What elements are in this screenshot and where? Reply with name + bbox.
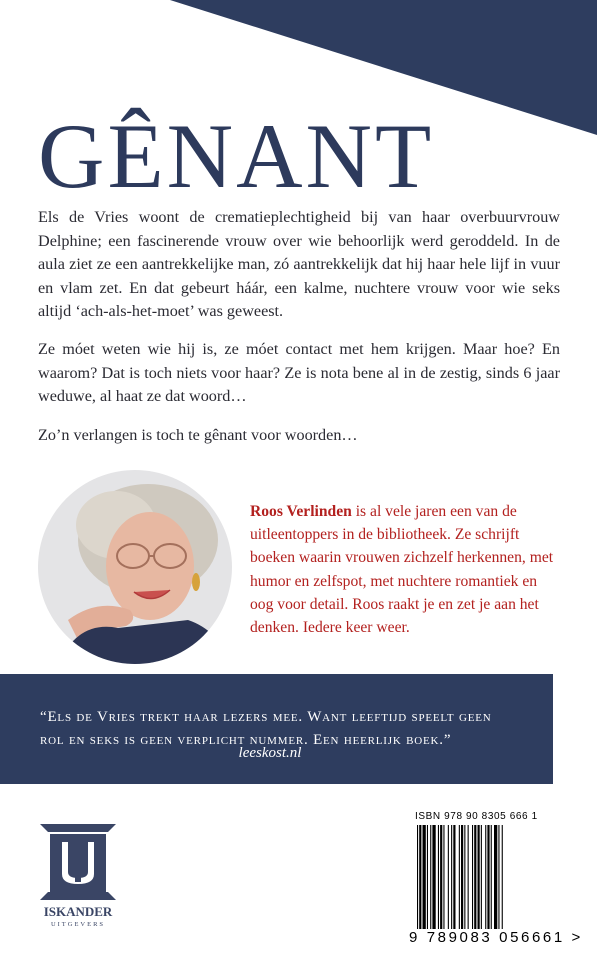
publisher-logo bbox=[38, 824, 118, 928]
author-bio bbox=[250, 500, 560, 639]
blurb-paragraph-2: Ze móet weten wie hij is, ze móet contact met hem krijgen. Maar hoe? En waarom? Dat is toch niets voor haar? Ze is nota bene al in de zestig, sinds 6 jaar weduwe, al haat ze dat woord… bbox=[38, 340, 560, 405]
isbn-label: ISBN 978 90 8305 666 1 bbox=[415, 811, 538, 822]
author-name: Roos Verlinden bbox=[250, 503, 352, 520]
barcode-bars bbox=[417, 825, 537, 929]
review-quote: “Els de Vries trekt haar lezers mee. Want leeftijd speelt geen rol en seks is geen verplicht nummer. Een heerlijk boek.” bbox=[40, 709, 492, 748]
publisher-name: ISKANDER bbox=[43, 904, 113, 919]
blurb-paragraph-3: Zo’n verlangen is toch te gênant voor woorden… bbox=[38, 426, 358, 444]
book-title: GÊNANT bbox=[38, 105, 435, 207]
blurb-paragraph-1: Els de Vries woont de crematieplechtigheid bij van haar overbuurvrouw Delphine; een fascinerende vrouw over wie behoorlijk werd geroddeld. In de aula ziet ze een aantrekkelijke man, zó aantrekkelijk dat hij haar hele lijf in vuur en vlam zet. En dat gebeurt háár, een kalme, nuchtere vrouw voor wie seks altijd ‘ach-als-het-moet’ was geweest. bbox=[38, 208, 560, 320]
author-bio-text: is al vele jaren een van de uitleentoppers in de bibliotheek. Ze schrijft boeken waarin vrouwen zichzelf herkennen, met humor en zelfspot, met nuchtere romantiek en oog voor detail. Roos raakt je en zet je aan het denken. Iedere keer weer. bbox=[250, 503, 554, 637]
review-source: leeskost.nl bbox=[238, 745, 302, 761]
publisher-subtitle: UITGEVERS bbox=[50, 921, 106, 928]
review-band bbox=[0, 674, 553, 784]
barcode-box bbox=[409, 811, 583, 951]
ean-number: 9 789083 056661 > bbox=[409, 929, 583, 946]
author-portrait bbox=[38, 470, 232, 664]
